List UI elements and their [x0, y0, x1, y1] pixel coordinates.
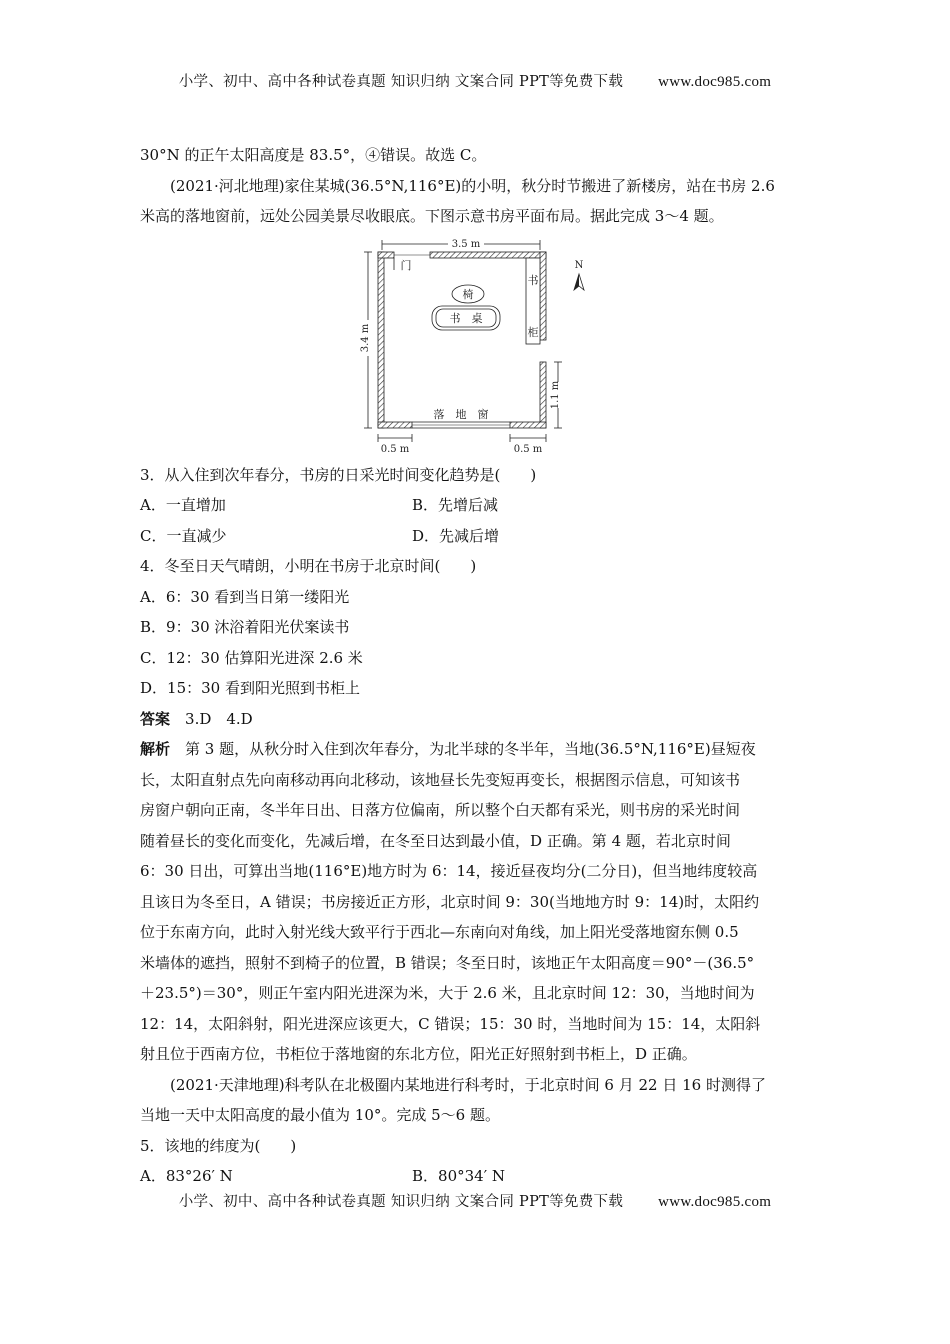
bookshelf-label-bottom: 柜 — [527, 325, 539, 339]
east-wall-lower — [540, 362, 546, 428]
text-line: (2021·河北地理)家住某城(36.5°N,116°E)的小明，秋分时节搬进了新楼房，站在书房 2.6 — [170, 176, 775, 195]
analysis-line: 且该日为冬至日，A 错误；书房接近正方形，北京时间 9：30(当地地方时 9：14)时，太阳约 — [140, 892, 760, 911]
document-body — [140, 140, 815, 1192]
bottom-right-label: 0.5 m — [513, 443, 543, 455]
south-wall-east — [510, 422, 546, 428]
option-a: A．6：30 看到当日第一缕阳光 — [140, 587, 350, 606]
answer-text: 3.D 4.D — [185, 709, 253, 728]
option-c: C．一直减少 — [140, 526, 227, 545]
desk-label: 书 桌 — [449, 311, 483, 325]
question-4-stem: 4．冬至日天气晴朗，小明在书房于北京时间( ) — [140, 557, 477, 575]
question-5-stem: 5．该地的纬度为( ) — [140, 1136, 297, 1155]
header-text: 小学、初中、高中各种试卷真题 知识归纳 文案合同 PPT等免费下载 — [178, 74, 624, 90]
text-line: 30°N 的正午太阳高度是 83.5°，④错误。故选 C。 — [140, 146, 487, 164]
bookshelf-label-top: 书 — [527, 273, 539, 287]
analysis-text: 第 3 题，从秋分时入住到次年春分，为北半球的冬半年，当地(36.5°N,116°E)昼短夜 — [185, 740, 756, 758]
option-b: B．9：30 沐浴着阳光伏案读书 — [140, 618, 350, 636]
text-line: (2021·天津地理)科考队在北极圈内某地进行科考时，于北京时间 6 月 22 日 16 时测得了 — [170, 1075, 766, 1094]
height-label: 3.4 m — [360, 323, 371, 352]
right-segment-label: 1.1 m — [550, 380, 561, 409]
bottom-left-label: 0.5 m — [380, 443, 410, 455]
analysis-line: 位于东南方向，此时入射光线大致平行于西北—东南向对角线，加上阳光受落地窗东侧 0.5 — [140, 923, 739, 941]
window-label: 落 地 窗 — [433, 407, 489, 421]
answer-line — [140, 704, 815, 735]
north-label: N — [574, 259, 584, 271]
door-label: 门 — [400, 258, 412, 272]
south-wall-west — [378, 422, 412, 428]
east-wall-upper — [540, 252, 546, 340]
page-footer — [0, 1190, 950, 1211]
option-c: C．12：30 估算阳光进深 2.6 米 — [140, 648, 363, 667]
question-5-options-ab — [140, 1161, 815, 1192]
chair-label: 椅 — [462, 287, 474, 301]
footer-text: 小学、初中、高中各种试卷真题 知识归纳 文案合同 PPT等免费下载 — [178, 1194, 624, 1210]
analysis-line: 射且位于西南方位，书柜位于落地窗的东北方位，阳光正好照射到书柜上，D 正确。 — [140, 1045, 697, 1063]
option-a: A．83°26′ N — [140, 1167, 233, 1185]
north-wall-left — [378, 252, 394, 258]
question-3-stem: 3．从入住到次年春分，书房的日采光时间变化趋势是( ) — [140, 465, 537, 484]
page-header — [0, 70, 950, 91]
footer-url[interactable]: www.doc985.com — [658, 1194, 772, 1210]
option-b: B．80°34′ N — [412, 1167, 505, 1185]
floor-plan-diagram — [360, 234, 600, 458]
analysis-line: 米墙体的遮挡，照射不到椅子的位置，B 错误；冬至日时，该地正午太阳高度＝90°－(36.5° — [140, 953, 755, 972]
analysis-line: 房窗户朝向正南，冬半年日出、日落方位偏南，所以整个白天都有采光，则书房的采光时间 — [140, 801, 741, 819]
analysis-line: 长，太阳直射点先向南移动再向北移动，该地昼长先变短再变长，根据图示信息，可知该书 — [140, 770, 741, 789]
option-d: D．15：30 看到阳光照到书柜上 — [140, 679, 360, 697]
analysis-line: ＋23.5°)＝30°，则正午室内阳光进深为米，大于 2.6 米，且北京时间 12：30，当地时间为 — [140, 984, 755, 1002]
header-url[interactable]: www.doc985.com — [658, 74, 772, 90]
option-b: B．先增后减 — [412, 496, 499, 514]
text-line: 当地一天中太阳高度的最小值为 10°。完成 5～6 题。 — [140, 1106, 500, 1124]
question-3-options-ab — [140, 490, 815, 521]
analysis-line: 6：30 日出，可算出当地(116°E)地方时为 6：14，接近昼夜均分(二分日)，但当地纬度较高 — [140, 862, 758, 880]
study-room-floor-plan — [140, 232, 815, 460]
analysis-label: 解析 — [140, 740, 171, 758]
question-3-options-cd — [140, 521, 815, 552]
north-wall-right — [430, 252, 546, 258]
option-a: A．一直增加 — [140, 496, 226, 514]
top-width-label: 3.5 m — [451, 238, 481, 250]
text-line: 米高的落地窗前，远处公园美景尽收眼底。下图示意书房平面布局。据此完成 3～4 题。 — [140, 207, 724, 225]
west-wall — [378, 252, 384, 428]
analysis-line — [140, 734, 815, 765]
analysis-line: 12：14，太阳斜射，阳光进深应该更大，C 错误；15：30 时，当地时间为 15：14，太阳斜 — [140, 1014, 761, 1033]
north-arrow-icon — [574, 260, 584, 290]
option-d: D．先减后增 — [412, 526, 500, 545]
answer-label: 答案 — [140, 709, 171, 728]
analysis-line: 随着昼长的变化而变化，先减后增，在冬至日达到最小值，D 正确。第 4 题，若北京时间 — [140, 831, 731, 850]
